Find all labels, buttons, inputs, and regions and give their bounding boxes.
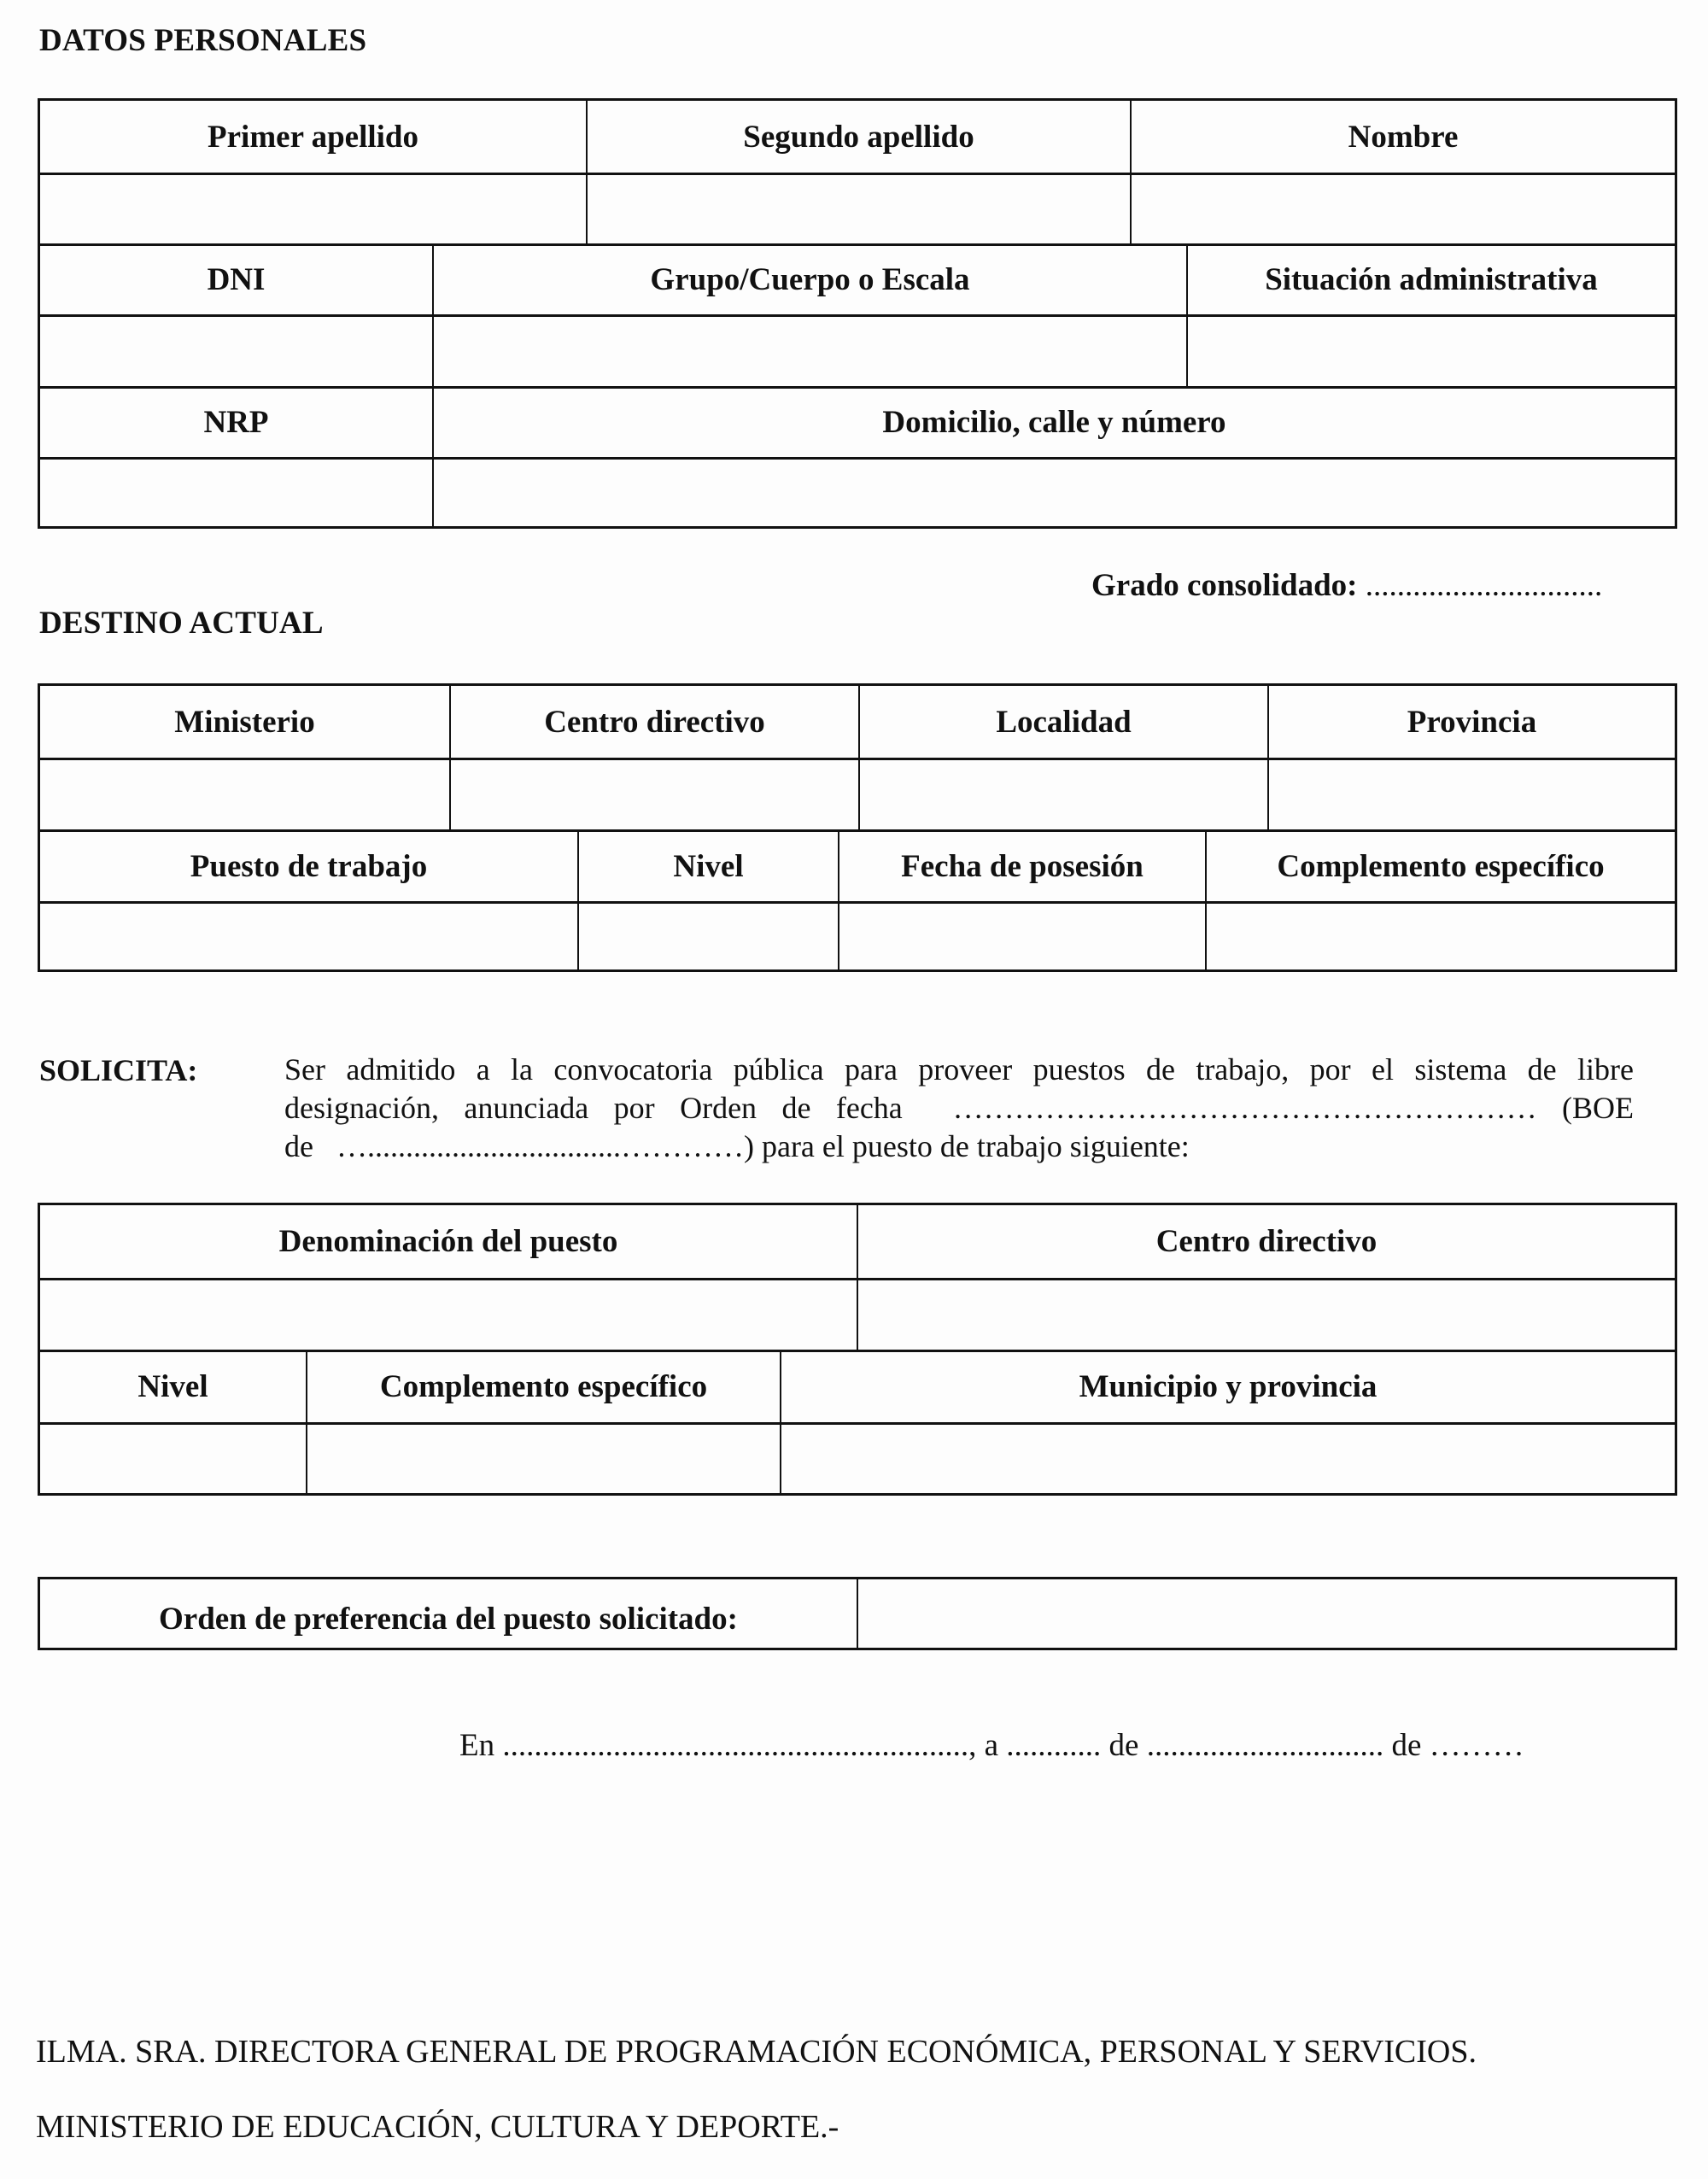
section-title-destino-actual: DESTINO ACTUAL	[39, 606, 324, 641]
nivel-field[interactable]	[579, 903, 839, 971]
puesto-input-row-2	[40, 1424, 1675, 1493]
fecha-de-posesion-field[interactable]	[839, 903, 1207, 971]
header-provincia: Provincia	[1407, 704, 1537, 740]
personal-input-row-3	[40, 459, 1675, 527]
domicilio-field[interactable]	[434, 459, 1675, 527]
header-fecha-de-posesion: Fecha de posesión	[839, 831, 1207, 901]
solicita-label: SOLICITA:	[39, 1053, 198, 1087]
header-complemento-especifico: Complemento específico	[1277, 848, 1605, 884]
orden-preferencia-label: Orden de preferencia del puesto solicitado:	[40, 1579, 858, 1648]
grupo-cuerpo-escala-field[interactable]	[434, 316, 1188, 386]
header-complemento-especifico-solicitado: Complemento específico	[307, 1351, 781, 1422]
complemento-especifico-field[interactable]	[1207, 903, 1675, 971]
localidad-field[interactable]	[860, 759, 1269, 829]
header-ministerio: Ministerio	[40, 686, 451, 758]
section-title-datos-personales: DATOS PERSONALES	[39, 23, 367, 58]
destino-input-row-1	[40, 759, 1675, 829]
solicita-text	[284, 1051, 1634, 1166]
destino-input-row-2	[40, 903, 1675, 971]
situacion-administrativa-field[interactable]	[1188, 316, 1675, 386]
destino-actual-table	[38, 683, 1677, 972]
destino-header-row-2	[40, 831, 1675, 901]
puesto-header-row-1	[40, 1205, 1675, 1278]
municipio-y-provincia-field[interactable]	[781, 1424, 1675, 1493]
orden-preferencia-row	[40, 1579, 1675, 1648]
destinatario-line-1: ILMA. SRA. DIRECTORA GENERAL DE PROGRAMACIÓN ECONÓMICA, PERSONAL Y SERVICIOS.	[36, 2034, 1477, 2070]
dni-field[interactable]	[40, 316, 434, 386]
header-nombre: Nombre	[1348, 119, 1459, 155]
personal-header-row-3	[40, 388, 1675, 457]
puesto-header-row-2	[40, 1351, 1675, 1422]
personal-input-row-2	[40, 316, 1675, 386]
header-puesto-de-trabajo: Puesto de trabajo	[40, 831, 579, 901]
nombre-field[interactable]	[1132, 174, 1675, 244]
header-municipio-y-provincia: Municipio y provincia	[1079, 1369, 1378, 1404]
centro-directivo-solicitado-field[interactable]	[858, 1280, 1675, 1350]
nivel-solicitado-field[interactable]	[40, 1424, 307, 1493]
centro-directivo-field[interactable]	[451, 759, 860, 829]
personal-header-row-1	[40, 101, 1675, 173]
nrp-field[interactable]	[40, 459, 434, 527]
ministerio-field[interactable]	[40, 759, 451, 829]
header-nivel-solicitado: Nivel	[40, 1351, 307, 1422]
provincia-field[interactable]	[1269, 759, 1675, 829]
complemento-especifico-solicitado-field[interactable]	[307, 1424, 781, 1493]
header-denominacion-del-puesto: Denominación del puesto	[40, 1205, 858, 1278]
header-nrp: NRP	[40, 388, 434, 457]
orden-preferencia-field[interactable]	[858, 1579, 1675, 1648]
solicita-line-3: de ….................................…………) para el puesto de trabajo siguiente:	[284, 1129, 1190, 1163]
solicita-line-1: Ser admitido a la convocatoria pública para proveer puestos de trabajo, por el sistema de libre	[284, 1052, 1634, 1087]
grado-consolidado-label: Grado consolidado:	[1091, 568, 1358, 603]
personal-data-table	[38, 98, 1677, 529]
header-centro-directivo-solicitado: Centro directivo	[1155, 1224, 1378, 1259]
destino-header-row-1	[40, 686, 1675, 758]
header-localidad: Localidad	[860, 686, 1269, 758]
puesto-solicitado-table	[38, 1203, 1677, 1496]
segundo-apellido-field[interactable]	[588, 174, 1132, 244]
solicita-line-2: designación, anunciada por Orden de fecha ………………………………………………… (BOE	[284, 1091, 1634, 1125]
header-nivel: Nivel	[579, 831, 839, 901]
personal-input-row-1	[40, 174, 1675, 244]
header-primer-apellido: Primer apellido	[40, 101, 588, 173]
orden-preferencia-table	[38, 1577, 1677, 1650]
header-domicilio: Domicilio, calle y número	[882, 405, 1226, 440]
header-segundo-apellido: Segundo apellido	[588, 101, 1132, 173]
puesto-de-trabajo-field[interactable]	[40, 903, 579, 971]
destinatario-line-2: MINISTERIO DE EDUCACIÓN, CULTURA Y DEPORTE.-	[36, 2109, 839, 2145]
lugar-fecha-line[interactable]: En ..........................................................., a ............ de .............................. de ………	[459, 1728, 1524, 1763]
personal-header-row-2	[40, 245, 1675, 314]
denominacion-del-puesto-field[interactable]	[40, 1280, 858, 1350]
grado-consolidado-field[interactable]: ..............................	[1365, 568, 1603, 603]
header-grupo-cuerpo-escala: Grupo/Cuerpo o Escala	[434, 245, 1188, 314]
primer-apellido-field[interactable]	[40, 174, 588, 244]
grado-consolidado	[1091, 567, 1602, 604]
header-situacion-administrativa: Situación administrativa	[1265, 262, 1598, 297]
header-dni: DNI	[40, 245, 434, 314]
header-centro-directivo: Centro directivo	[451, 686, 860, 758]
puesto-input-row-1	[40, 1280, 1675, 1350]
